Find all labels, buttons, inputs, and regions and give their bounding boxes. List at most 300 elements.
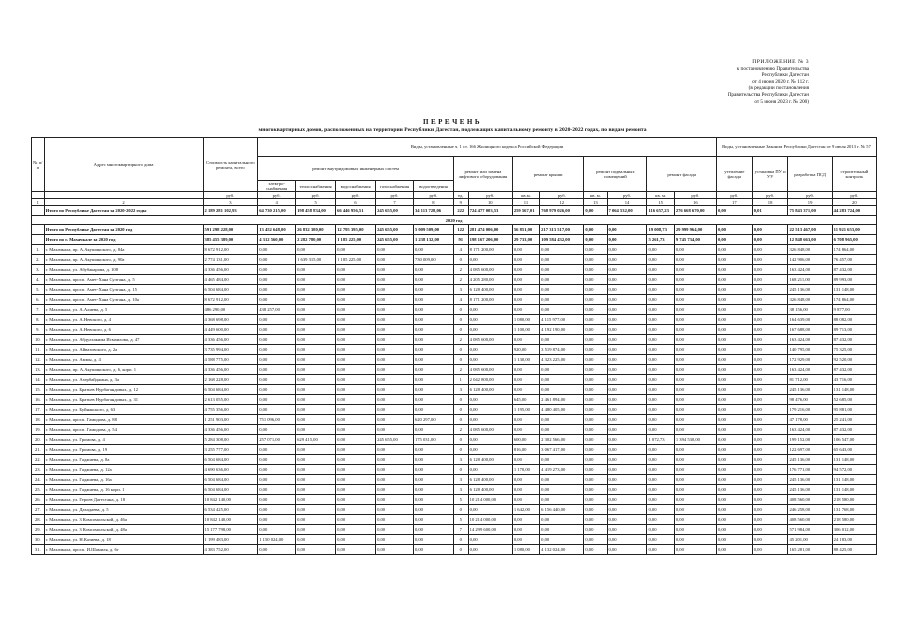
row-value: 0,00 xyxy=(413,365,453,375)
row-value: 0,00 xyxy=(540,495,584,505)
row-value: 0,00 xyxy=(540,255,584,265)
row-value: 0,00 xyxy=(607,395,647,405)
row-value: 142 906,00 xyxy=(788,255,832,265)
row-value: 56 851,00 xyxy=(512,225,539,235)
row-value: 0,00 xyxy=(647,315,674,325)
row-number: 11. xyxy=(32,345,45,355)
row-address: г. Махачкала, просп. Амет-Хана Султана, д. 10а xyxy=(44,295,203,305)
row-value: 0,00 xyxy=(413,245,453,255)
table-row xyxy=(32,305,877,315)
row-value: 0,00 xyxy=(674,275,716,285)
row-number: 29. xyxy=(32,525,45,535)
row-value: 0,00 xyxy=(752,405,788,415)
table-row xyxy=(32,265,877,275)
row-value: 0,00 xyxy=(512,255,539,265)
row-value: 645,00 xyxy=(512,395,539,405)
row-value: 175 031,00 xyxy=(413,435,453,445)
row-value: 0,00 xyxy=(716,415,752,425)
row-value: 0,00 xyxy=(607,285,647,295)
row-value: 95 881,00 xyxy=(832,405,876,415)
row-value: 0,00 xyxy=(258,365,296,375)
row-value: 2 xyxy=(453,365,468,375)
row-value: 43 716,00 xyxy=(832,375,876,385)
row-value: 1 130,00 xyxy=(512,355,539,365)
row-value: 0,00 xyxy=(647,545,674,555)
row-value: 167 688,00 xyxy=(788,325,832,335)
row-value: 163 424,00 xyxy=(788,425,832,435)
row-value: 5 261,73 xyxy=(647,235,674,245)
row-value: 0,00 xyxy=(647,455,674,465)
row-value: 66 446 956,51 xyxy=(336,206,376,216)
row-value: 0,00 xyxy=(674,245,716,255)
row-value: 0,00 xyxy=(336,345,376,355)
row-value: 5 284 308,00 xyxy=(203,435,258,445)
table-row xyxy=(32,485,877,495)
row-value: 0,00 xyxy=(752,445,788,455)
row-value: 0,00 xyxy=(296,345,336,355)
row-value: 88 425,00 xyxy=(832,545,876,555)
row-value: 92 520,00 xyxy=(832,355,876,365)
row-value: 0,00 xyxy=(716,345,752,355)
row-value: 0,00 xyxy=(674,265,716,275)
table-body xyxy=(32,206,877,555)
row-value: 0,00 xyxy=(607,345,647,355)
row-value: 0,00 xyxy=(752,455,788,465)
row-value: 4 312 560,00 xyxy=(258,235,296,245)
column-number-cell: 5 xyxy=(296,199,336,206)
table-row xyxy=(32,385,877,395)
row-value: 0,00 xyxy=(413,455,453,465)
row-value: 0,00 xyxy=(512,515,539,525)
header-roof: ремонт крыши xyxy=(512,157,584,192)
row-value: 0,00 xyxy=(512,485,539,495)
row-value: 0,00 xyxy=(716,505,752,515)
row-value: 0,00 xyxy=(413,315,453,325)
row-value: 0,00 xyxy=(647,405,674,415)
row-value: 245 136,00 xyxy=(788,285,832,295)
row-value: 165 281,00 xyxy=(788,545,832,555)
row-value: 0,00 xyxy=(296,445,336,455)
row-address: г. Махачкала, ул. Абдулхакима Исмаилова, д. 47 xyxy=(44,335,203,345)
row-value: 0,00 xyxy=(258,315,296,325)
row-value: 3 xyxy=(453,485,468,495)
row-value: 0,00 xyxy=(716,295,752,305)
row-value: 0,00 xyxy=(540,245,584,255)
row-value: 0,00 xyxy=(258,505,296,515)
row-value: 486 290,00 xyxy=(203,305,258,315)
row-value: 0,00 xyxy=(647,365,674,375)
row-value: 131 148,00 xyxy=(832,385,876,395)
table-row xyxy=(32,525,877,535)
row-value: 0,00 xyxy=(296,395,336,405)
row-value: 0,00 xyxy=(752,235,788,245)
units-cell: руб. xyxy=(788,192,832,199)
row-value: 0,00 xyxy=(296,315,336,325)
row-value: 0,00 xyxy=(376,325,414,335)
row-value: 306 012,00 xyxy=(832,525,876,535)
row-value: 0,00 xyxy=(540,375,584,385)
row-value: 0,00 xyxy=(413,465,453,475)
row-value: 0,00 xyxy=(468,305,512,315)
header-elevator: ремонт или замена лифтового оборудования xyxy=(453,157,512,192)
row-value: 0 xyxy=(453,355,468,365)
units-cell: ед. xyxy=(453,192,468,199)
row-value: 0,00 xyxy=(540,335,584,345)
row-value: 0,00 xyxy=(674,315,716,325)
units-cell: руб. xyxy=(607,192,647,199)
row-value: 0,00 xyxy=(584,365,607,375)
row-value: 0,00 xyxy=(647,285,674,295)
column-numbers-row xyxy=(32,199,877,206)
row-value: 2 189 281 102,93 xyxy=(203,206,258,216)
row-value: 0,00 xyxy=(607,335,647,345)
row-value: 0,00 xyxy=(336,525,376,535)
row-value: 0,00 xyxy=(584,325,607,335)
row-value: 13 452 648,00 xyxy=(258,225,296,235)
row-value: 0,00 xyxy=(258,285,296,295)
row-value: 0,00 xyxy=(296,365,336,375)
row-value: 4 323 225,00 xyxy=(540,355,584,365)
row-value: 0,00 xyxy=(752,535,788,545)
row-value: 0,00 xyxy=(647,515,674,525)
row-value: 15 177 798,00 xyxy=(203,525,258,535)
row-value: 0,00 xyxy=(413,545,453,555)
row-address: г. Махачкала, ул. Гаджиева, д. 16 корп. 1 xyxy=(44,485,203,495)
row-value: 0,00 xyxy=(607,275,647,285)
row-value: 0,00 xyxy=(647,495,674,505)
row-value: 0,00 xyxy=(752,435,788,445)
row-value: 0,00 xyxy=(752,425,788,435)
row-value: 45 201,00 xyxy=(788,535,832,545)
row-value: 0,00 xyxy=(752,315,788,325)
row-value: 0,00 xyxy=(584,345,607,355)
row-number: 1. xyxy=(32,245,45,255)
row-value: 0,00 xyxy=(752,465,788,475)
row-number: 18. xyxy=(32,415,45,425)
row-value: 0,00 xyxy=(258,255,296,265)
row-value: 0,00 xyxy=(413,275,453,285)
row-value: 9 745 734,00 xyxy=(674,235,716,245)
row-value: 0,00 xyxy=(376,405,414,415)
row-value: 0,00 xyxy=(296,305,336,315)
row-value: 0,00 xyxy=(584,355,607,365)
row-address: г. Махачкала, ул. Н.Казиева, д. 18 xyxy=(44,535,203,545)
row-value: 0,00 xyxy=(607,525,647,535)
row-value: 0,00 xyxy=(336,505,376,515)
table-row xyxy=(32,355,877,365)
header-control: строительный контроль xyxy=(832,157,876,192)
row-value: 2 774 131,00 xyxy=(203,255,258,265)
row-address: г. Махачкала, ул. 3 Комсомольской, д. 48а xyxy=(44,525,203,535)
column-number-cell: 13 xyxy=(584,199,607,206)
row-value: 0,00 xyxy=(716,265,752,275)
row-value: 0,00 xyxy=(258,275,296,285)
row-value: 0,00 xyxy=(296,265,336,275)
row-value: 0,00 xyxy=(607,265,647,275)
row-value: 0,00 xyxy=(674,545,716,555)
row-value: 0,00 xyxy=(607,445,647,455)
table-row xyxy=(32,375,877,385)
row-value: 0,00 xyxy=(376,425,414,435)
row-value: 0,00 xyxy=(752,345,788,355)
row-value: 0,00 xyxy=(413,495,453,505)
row-value: 0 xyxy=(453,315,468,325)
row-value: 0,00 xyxy=(376,275,414,285)
row-value: 0,00 xyxy=(413,285,453,295)
row-value: 0,00 xyxy=(413,335,453,345)
row-value: 0,00 xyxy=(540,535,584,545)
row-value: 0,00 xyxy=(468,315,512,325)
row-value: 0,00 xyxy=(607,475,647,485)
row-value: 19 008,73 xyxy=(647,225,674,235)
row-value: 245 655,00 xyxy=(376,206,414,216)
row-value: 0,00 xyxy=(716,225,752,235)
row-value: 0,00 xyxy=(716,305,752,315)
row-address: г. Махачкала, пр. А.Акушинского, д. 84а xyxy=(44,245,203,255)
row-value: 0,00 xyxy=(540,425,584,435)
header-water: водоснабжения xyxy=(336,181,376,192)
row-number: 2. xyxy=(32,255,45,265)
row-number: 23. xyxy=(32,465,45,475)
row-value: 0,00 xyxy=(413,265,453,275)
table-row xyxy=(32,285,877,295)
row-address: г. Махачкала, ул. Братьев Нурбагандовых, д. 12 xyxy=(44,385,203,395)
row-value: 176 771,00 xyxy=(788,465,832,475)
row-value: 198 167 206,00 xyxy=(468,235,512,245)
column-number-cell: 16 xyxy=(674,199,716,206)
row-value: 0,00 xyxy=(376,475,414,485)
row-value: 0,00 xyxy=(584,445,607,455)
row-address: Итого по Республике Дагестан за 2020-2022 годы xyxy=(44,206,203,216)
row-number xyxy=(32,225,45,235)
row-value: 0,00 xyxy=(584,385,607,395)
row-value: 0,00 xyxy=(752,295,788,305)
header-psd: разработка ПСД xyxy=(788,157,832,192)
row-value: 0,00 xyxy=(752,365,788,375)
row-value: 0,00 xyxy=(716,425,752,435)
row-value: 0,00 xyxy=(258,465,296,475)
row-value: 217 313 517,00 xyxy=(540,225,584,235)
row-value: 571 984,00 xyxy=(788,525,832,535)
row-value: 0,00 xyxy=(336,355,376,365)
row-value: 0,00 xyxy=(376,395,414,405)
row-value: 0,00 xyxy=(468,545,512,555)
row-value: 3 xyxy=(453,285,468,295)
row-value: 0,00 xyxy=(336,455,376,465)
row-value: 0,00 xyxy=(716,385,752,395)
row-value: 0,00 xyxy=(468,435,512,445)
row-value: 0 xyxy=(453,325,468,335)
row-value: 0,00 xyxy=(716,545,752,555)
table-row xyxy=(32,545,877,555)
row-value: 0,00 xyxy=(716,445,752,455)
row-value: 0,00 xyxy=(512,495,539,505)
units-cell: руб. xyxy=(296,192,336,199)
row-value: 0,00 xyxy=(647,395,674,405)
row-value: 24 183,00 xyxy=(832,535,876,545)
row-value: 0,00 xyxy=(584,415,607,425)
row-value: 218 580,00 xyxy=(832,515,876,525)
row-value: 131 148,00 xyxy=(832,285,876,295)
row-value: 0 xyxy=(453,415,468,425)
row-value: 730 009,00 xyxy=(413,255,453,265)
year-row xyxy=(32,216,877,225)
row-value: 26 832 380,00 xyxy=(296,225,336,235)
row-value: 0,00 xyxy=(647,425,674,435)
row-value: 0,00 xyxy=(716,405,752,415)
row-value: 0,00 xyxy=(716,485,752,495)
row-value: 0,00 xyxy=(607,485,647,495)
row-value: 246 258,00 xyxy=(788,505,832,515)
document-subtitle: многоквартирных домов, расположенных на территории Республики Дагестан, подлежащих капитальному ремонту в 2020-2022 годах, по видам ремонта xyxy=(258,127,647,133)
row-value: 0,00 xyxy=(296,495,336,505)
row-value: 0,00 xyxy=(674,445,716,455)
table-row xyxy=(32,445,877,455)
row-value: 75 325,00 xyxy=(832,345,876,355)
table-row xyxy=(32,325,877,335)
row-value: 88 082,00 xyxy=(832,315,876,325)
row-value: 0,00 xyxy=(258,405,296,415)
row-value: 2 042 800,00 xyxy=(468,375,512,385)
row-value: 3 255 777,00 xyxy=(203,445,258,455)
row-value: 4 132 024,00 xyxy=(540,545,584,555)
row-value: 3 xyxy=(453,475,468,485)
row-number: 10. xyxy=(32,335,45,345)
row-value: 0,00 xyxy=(584,455,607,465)
row-value: 768 979 026,00 xyxy=(540,206,584,216)
row-value: 0,00 xyxy=(607,545,647,555)
row-value: 0,00 xyxy=(376,465,414,475)
row-value: 0,00 xyxy=(296,375,336,385)
row-value: 0,00 xyxy=(584,545,607,555)
total-all-row xyxy=(32,206,877,216)
header-basement: ремонт подвальных помещений xyxy=(584,157,647,192)
row-value: 0,00 xyxy=(512,525,539,535)
approval-line: Правительства Республики Дагестан xyxy=(727,91,809,98)
row-value: 2 282 780,00 xyxy=(296,235,336,245)
row-value: 245 136,00 xyxy=(788,385,832,395)
row-number: 31. xyxy=(32,545,45,555)
row-address: г. Махачкала, ул. Дахадаева, д. 5 xyxy=(44,505,203,515)
row-value: 64 730 215,00 xyxy=(258,206,296,216)
row-value: 0,00 xyxy=(607,435,647,445)
units-cell xyxy=(44,192,203,199)
row-value: 4 588 775,00 xyxy=(203,355,258,365)
row-value: 0,00 xyxy=(752,225,788,235)
table-row xyxy=(32,455,877,465)
row-value: 0,00 xyxy=(413,395,453,405)
row-value: 0,01 xyxy=(752,206,788,216)
table-row xyxy=(32,395,877,405)
row-value: 0,00 xyxy=(413,375,453,385)
row-value: 0,00 xyxy=(607,235,647,245)
table-row xyxy=(32,365,877,375)
row-address: г. Махачкала, пр. А.Акушинского, д. 90а xyxy=(44,255,203,265)
row-value: 276 668 670,00 xyxy=(674,206,716,216)
header-address: Адрес многоквартирного дома xyxy=(44,138,203,192)
row-value: 168 211,00 xyxy=(788,275,832,285)
row-value: 89 993,00 xyxy=(832,275,876,285)
row-value: 408 560,00 xyxy=(788,515,832,525)
row-value: 0,00 xyxy=(336,325,376,335)
table-row xyxy=(32,535,877,545)
row-value: 0,00 xyxy=(540,275,584,285)
row-value: 0,00 xyxy=(752,485,788,495)
row-value: 0,00 xyxy=(674,405,716,415)
row-value: 0,00 xyxy=(674,355,716,365)
row-value: 87 432,00 xyxy=(832,265,876,275)
row-value: 0,00 xyxy=(296,545,336,555)
row-value: 6 708 965,00 xyxy=(832,235,876,245)
row-value: 0,00 xyxy=(336,415,376,425)
row-value: 4 336 456,00 xyxy=(203,365,258,375)
row-value: 0,00 xyxy=(258,375,296,385)
row-address: г. Махачкала, ул. А.Невского, д. 6 xyxy=(44,325,203,335)
row-value: 140 795,00 xyxy=(788,345,832,355)
row-value: 0,00 xyxy=(296,425,336,435)
row-value: 0,00 xyxy=(584,235,607,245)
row-value: 0,00 xyxy=(674,535,716,545)
row-value: 0,00 xyxy=(716,435,752,445)
row-address: г. Махачкала, ул. Гаджиева, д. 8а xyxy=(44,455,203,465)
row-value: 6 128 400,00 xyxy=(468,475,512,485)
row-value: 0,00 xyxy=(647,335,674,345)
row-value: 0,00 xyxy=(336,385,376,395)
row-value: 600,00 xyxy=(512,435,539,445)
row-value: 0,00 xyxy=(336,365,376,375)
units-cell: руб. xyxy=(752,192,788,199)
row-value: 4 085 600,00 xyxy=(468,265,512,275)
row-value: 1 199 483,00 xyxy=(203,535,258,545)
row-value: 0 xyxy=(453,345,468,355)
row-value: 0,00 xyxy=(716,245,752,255)
row-value: 8 672 912,00 xyxy=(203,295,258,305)
row-value: 0,00 xyxy=(296,285,336,295)
row-number: 24. xyxy=(32,475,45,485)
row-value: 0,00 xyxy=(512,425,539,435)
row-number: 21. xyxy=(32,445,45,455)
row-value: 0,00 xyxy=(512,305,539,315)
row-value: 0,00 xyxy=(376,355,414,365)
row-value: 1 642,00 xyxy=(512,505,539,515)
header-gas: газоснабжения xyxy=(376,181,414,192)
row-number: 22. xyxy=(32,455,45,465)
row-value: 0,00 xyxy=(376,535,414,545)
approval-line: от 4 июня 2020 г. № 112 г. xyxy=(752,78,809,85)
row-value: 0,00 xyxy=(468,345,512,355)
row-value: 131 148,00 xyxy=(832,485,876,495)
row-value: 34 113 728,06 xyxy=(413,206,453,216)
row-value: 1 251 903,00 xyxy=(203,415,258,425)
row-value: 4 xyxy=(453,245,468,255)
row-value: 0 xyxy=(453,535,468,545)
row-value: 0,00 xyxy=(296,465,336,475)
row-value: 0,00 xyxy=(607,315,647,325)
row-value: 0,00 xyxy=(716,206,752,216)
row-value: 257 071,00 xyxy=(258,435,296,445)
row-value: 0,00 xyxy=(674,425,716,435)
row-value: 0,00 xyxy=(512,535,539,545)
row-value: 0,00 xyxy=(752,305,788,315)
row-value: 0,00 xyxy=(376,385,414,395)
row-value: 10 214 000,00 xyxy=(468,515,512,525)
row-value: 0,00 xyxy=(376,455,414,465)
row-value: 1 xyxy=(453,375,468,385)
row-value: 0 xyxy=(453,405,468,415)
row-value: 0,00 xyxy=(336,545,376,555)
row-value: 0,00 xyxy=(336,245,376,255)
row-value: 0,00 xyxy=(584,435,607,445)
